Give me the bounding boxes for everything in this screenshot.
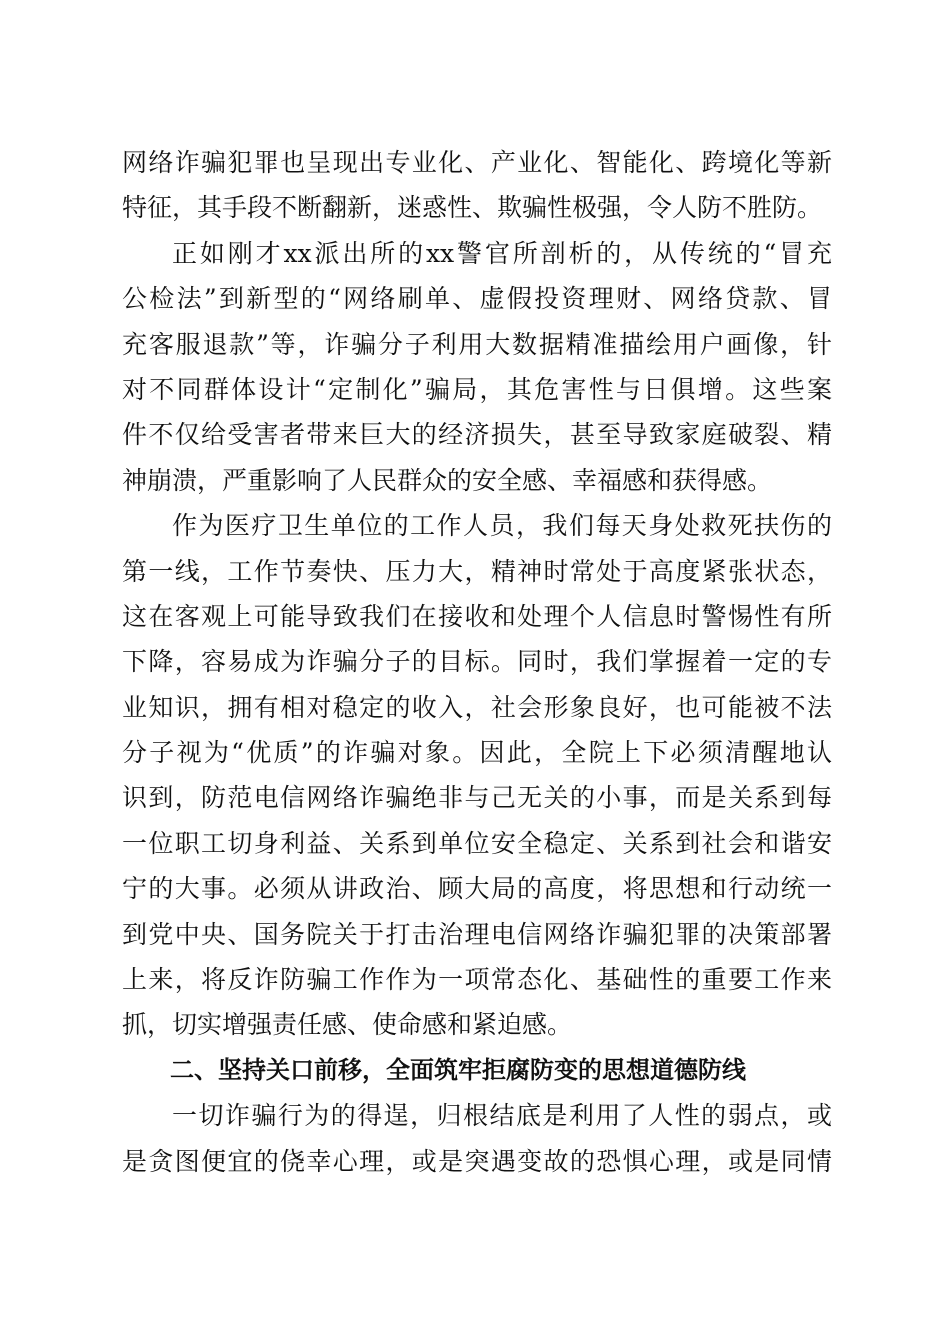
section-heading: 二、坚持关口前移，全面筑牢拒腐防变的思想道德防线	[170, 1055, 746, 1084]
text-line: 识到，防范电信网络诈骗绝非与己无关的小事，而是关系到每	[122, 783, 832, 813]
text-line: 这在客观上可能导致我们在接收和处理个人信息时警惕性有所	[122, 601, 832, 631]
text-line: 神崩溃，严重影响了人民群众的安全感、幸福感和获得感。	[122, 465, 773, 495]
text-line: 对不同群体设计“定制化”骗局，其危害性与日俱增。这些案	[122, 374, 832, 404]
text-line: 下降，容易成为诈骗分子的目标。同时，我们掌握着一定的专	[122, 647, 832, 677]
text-line: 是贪图便宜的侥幸心理，或是突遇变故的恐惧心理，或是同情	[122, 1146, 832, 1176]
text-line: 宁的大事。必须从讲政治、顾大局的高度，将思想和行动统一	[122, 874, 832, 904]
text-line: 作为医疗卫生单位的工作人员，我们每天身处救死扶伤的	[172, 511, 832, 541]
text-line: 正如刚才xx派出所的xx警官所剖析的，从传统的“冒充	[172, 238, 832, 268]
text-line: 抓，切实增强责任感、使命感和紧迫感。	[122, 1010, 573, 1040]
text-line: 一切诈骗行为的得逞，归根结底是利用了人性的弱点，或	[172, 1101, 832, 1131]
text-line: 一位职工切身利益、关系到单位安全稳定、关系到社会和谐安	[122, 828, 832, 858]
text-line: 业知识，拥有相对稳定的收入，社会形象良好，也可能被不法	[122, 692, 832, 722]
text-line: 特征，其手段不断翻新，迷惑性、欺骗性极强，令人防不胜防。	[122, 193, 823, 223]
document-body	[122, 140, 832, 1184]
text-line: 上来，将反诈防骗工作作为一项常态化、基础性的重要工作来	[122, 965, 832, 995]
text-line: 到党中央、国务院关于打击治理电信网络诈骗犯罪的决策部署	[122, 919, 832, 949]
text-line: 网络诈骗犯罪也呈现出专业化、产业化、智能化、跨境化等新	[122, 148, 832, 177]
text-line: 充客服退款”等，诈骗分子利用大数据精准描绘用户画像，针	[122, 329, 832, 359]
text-line: 件不仅给受害者带来巨大的经济损失，甚至导致家庭破裂、精	[122, 420, 832, 450]
text-line: 第一线，工作节奏快、压力大，精神时常处于高度紧张状态，	[122, 556, 832, 586]
text-line: 公检法”到新型的“网络刷单、虚假投资理财、网络贷款、冒	[122, 284, 832, 314]
text-line: 分子视为“优质”的诈骗对象。因此，全院上下必须清醒地认	[122, 738, 832, 768]
